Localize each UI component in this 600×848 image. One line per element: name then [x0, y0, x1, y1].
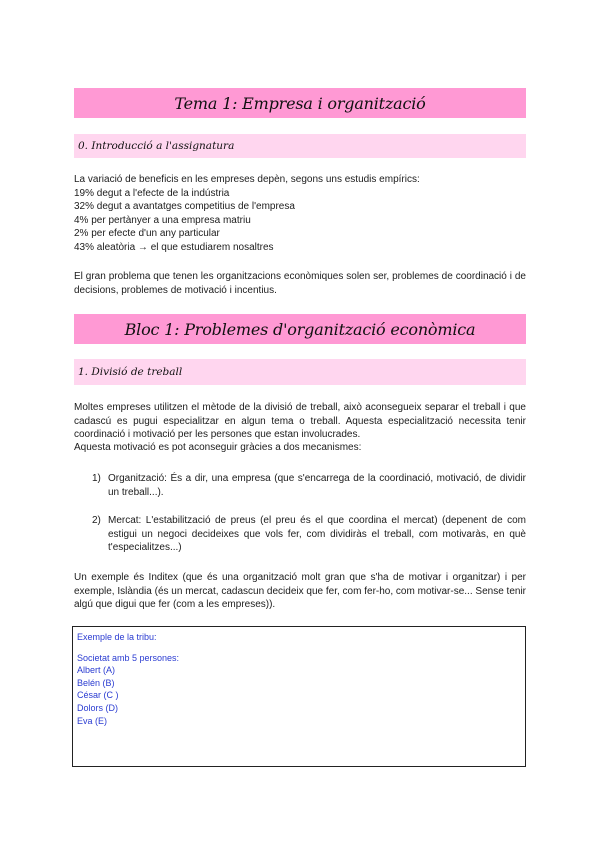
tribe-example-box [72, 626, 526, 767]
intro-block [74, 173, 526, 255]
example-paragraph: Un exemple és Inditex (que és una organització molt gran que s'ha de motivar i organitzar) i per exemple, Islàndia (és un mercat, cadascun decideix que fer, com fer-ho, com motivar-se... Sense tenir algú que digui que fer (com a les empreses)). [74, 572, 526, 611]
divisio-heading: 1. Divisió de treball [74, 359, 526, 385]
mechanism-item [92, 472, 526, 499]
intro-item: 19% degut a l'efecte de la indústria [74, 187, 230, 199]
box-title: Exemple de la tribu: [77, 632, 157, 642]
mechanism-item [92, 514, 526, 555]
divisio-paragraph: Moltes empreses utilitzen el mètode de la divisió de treball, això aconsegueix separar el treball i que cadascú es pugui especialitzar en algun tema o treball. Aquesta especialització necessita tenir coordinació i motivació per les persones que estan involucrades. [74, 402, 526, 441]
mechanism-number: 2) [92, 515, 101, 526]
mechanism-text: Mercat: L'estabilització de preus (el preu és el que coordina el mercat) (depenent de com estigui un negoci decideixes que vols fer, com dividiràs el treball, com motivaràs, en què t'especialitzes...) [108, 515, 526, 554]
bloc-title: Bloc 1: Problemes d'organització econòmica [74, 314, 526, 344]
person-item: Belén (B) [77, 677, 115, 688]
tema-title: Tema 1: Empresa i organització [74, 88, 526, 118]
intro-item: 2% per efecte d'un any particular [74, 228, 220, 240]
mechanism-number: 1) [92, 473, 101, 484]
intro-item: 43% aleatòria → el que estudiarem nosaltres [74, 241, 274, 253]
intro-heading: 0. Introducció a l'assignatura [74, 134, 526, 158]
divisio-mechanisms-intro: Aquesta motivació es pot aconseguir gràcies a dos mecanismes: [74, 442, 362, 453]
person-item: César (C ) [77, 690, 119, 701]
intro-paragraph: El gran problema que tenen les organitzacions econòmiques solen ser, problemes de coordinació i de decisions, problemes de motivació i incentius. [74, 271, 526, 296]
intro-lead: La variació de beneficis en les empreses depèn, segons uns estudis empírics: [74, 174, 420, 185]
box-spacer [77, 644, 521, 652]
mechanism-text: Organització: És a dir, una empresa (que s'encarrega de la coordinació, motivació, de dividir un treball...). [108, 473, 526, 498]
intro-item: 4% per pertànyer a una empresa matriu [74, 214, 251, 226]
person-item: Eva (E) [77, 715, 108, 726]
person-item: Dolors (D) [77, 702, 119, 713]
person-item: Albert (A) [77, 665, 116, 676]
box-subtitle: Societat amb 5 persones: [77, 652, 180, 663]
intro-item: 32% degut a avantatges competitius de l'empresa [74, 201, 295, 213]
